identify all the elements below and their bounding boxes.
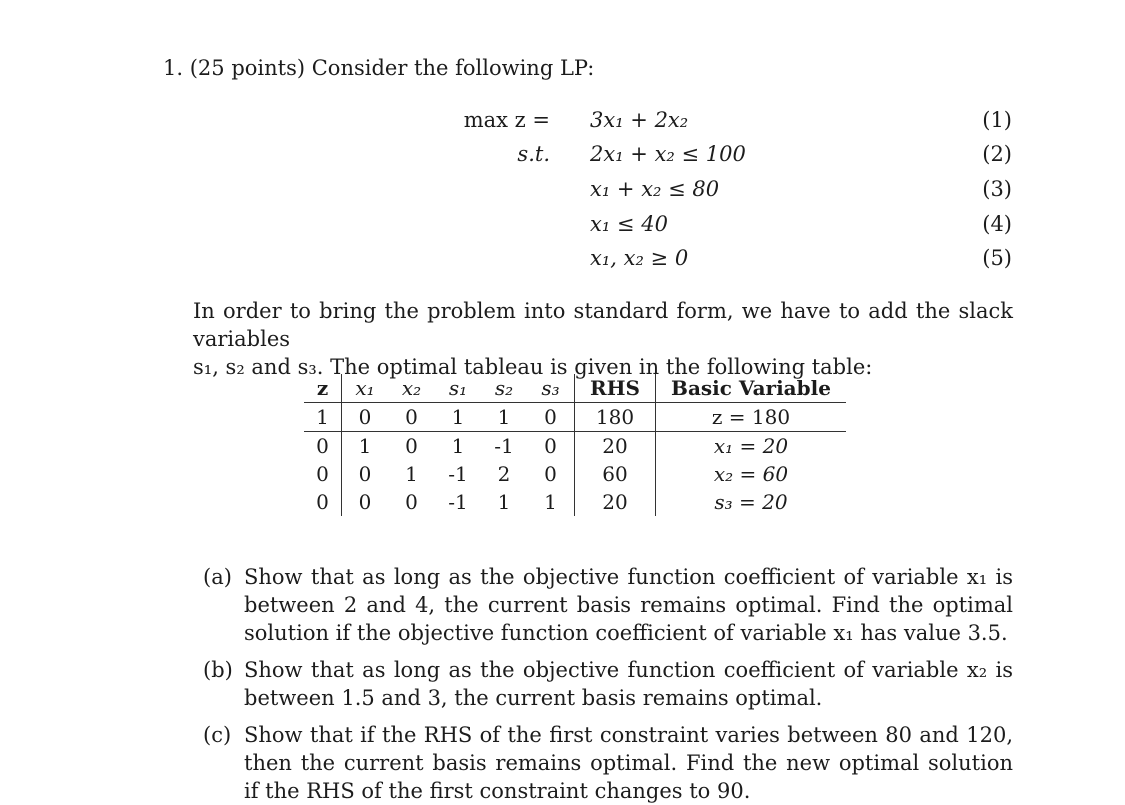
table-cell: 0: [358, 490, 372, 514]
subquestion-label: (b): [203, 658, 233, 682]
table-cell: 0: [304, 460, 342, 488]
table-cell: 180: [575, 403, 656, 432]
lp-eqno-1: (1): [982, 108, 1012, 132]
table-cell: -1: [448, 462, 468, 486]
table-cell: 0: [304, 488, 342, 516]
table-cell: 0: [527, 403, 575, 432]
table-cell: z = 180: [656, 403, 847, 432]
question-header: [163, 56, 594, 80]
table-cell: 0: [405, 434, 418, 458]
table-cell: 0: [527, 432, 575, 461]
table-cell: 1: [304, 403, 342, 432]
table-cell: 0: [342, 403, 389, 432]
tableau-header-cell: z: [304, 374, 342, 403]
table-cell: 1: [481, 403, 527, 432]
table-cell: 1: [451, 434, 465, 458]
table-cell: 0: [304, 432, 342, 461]
tableau-header-cell: s₁: [435, 374, 481, 403]
table-row: [304, 403, 846, 432]
subquestion-a: [203, 563, 1013, 647]
tableau-header-cell: RHS: [575, 374, 656, 403]
lp-expr-3: x₁ + x₂ ≤ 80: [590, 177, 720, 201]
table-cell: 60: [575, 460, 656, 488]
subquestion-b: [203, 656, 1013, 712]
table-cell: 1: [435, 403, 481, 432]
subquestion-text: Show that as long as the objective function coefficient of variable x₁ is between 2 and 4, the current basis remains optimal. Find the optimal solution if the objective function coefficient of variable x₁ has value 3.5.: [244, 565, 1013, 645]
table-cell: -1: [448, 490, 468, 514]
optimal-tableau: [304, 374, 846, 516]
intro-line-2: s₁, s₂ and s₃. The optimal tableau is given in the following table:: [193, 355, 873, 379]
table-cell: 20: [575, 488, 656, 516]
table-cell: s₃ = 20: [714, 490, 788, 514]
tableau-header-cell: s₃: [527, 374, 575, 403]
table-cell: 1: [358, 434, 372, 458]
lp-eqno-2: (2): [982, 142, 1012, 166]
lp-eqno-4: (4): [982, 212, 1012, 236]
tableau-header-cell: x₁: [342, 374, 389, 403]
table-cell: -1: [494, 434, 514, 458]
lp-lhs-1: max z =: [463, 108, 550, 132]
table-cell: 1: [497, 490, 511, 514]
table-cell: 1: [405, 462, 418, 486]
table-cell: 0: [527, 460, 575, 488]
table-cell: 2: [497, 462, 511, 486]
table-cell: 0: [358, 462, 372, 486]
subquestion-c: [203, 721, 1013, 805]
lp-expr-4: x₁ ≤ 40: [590, 212, 668, 236]
table-row: [304, 488, 846, 516]
table-cell: 1: [527, 488, 575, 516]
tableau-header-cell: s₂: [481, 374, 527, 403]
lp-lhs-2: s.t.: [517, 142, 550, 166]
lp-eqno-5: (5): [982, 246, 1012, 270]
table-cell: x₁ = 20: [713, 434, 789, 458]
table-cell: 0: [388, 403, 435, 432]
table-row: [304, 432, 846, 461]
lp-eqno-3: (3): [982, 177, 1012, 201]
question-title: (25 points) Consider the following LP:: [189, 56, 595, 80]
tableau-header-cell: Basic Variable: [656, 374, 847, 403]
table-cell: 20: [575, 432, 656, 461]
subquestion-label: (a): [203, 565, 232, 589]
intro-paragraph: [193, 297, 1013, 381]
question-number: 1.: [163, 56, 184, 80]
tableau-header-row: [304, 374, 846, 403]
table-row: [304, 460, 846, 488]
subquestion-label: (c): [203, 723, 232, 747]
intro-line-1: In order to bring the problem into standard form, we have to add the slack variables: [193, 299, 1013, 351]
table-cell: x₂ = 60: [713, 462, 789, 486]
subquestion-text: Show that if the RHS of the first constraint varies between 80 and 120, then the current basis remains optimal. Find the new optimal solution if the RHS of the first constraint changes to 90.: [244, 723, 1013, 803]
tableau-header-cell: x₂: [388, 374, 435, 403]
subquestion-text: Show that as long as the objective function coefficient of variable x₂ is between 1.5 and 3, the current basis remains optimal.: [244, 658, 1013, 710]
lp-expr-5: x₁, x₂ ≥ 0: [590, 246, 689, 270]
table-cell: 0: [405, 490, 418, 514]
lp-expr-1: 3x₁ + 2x₂: [590, 108, 689, 132]
lp-expr-2: 2x₁ + x₂ ≤ 100: [590, 142, 746, 166]
